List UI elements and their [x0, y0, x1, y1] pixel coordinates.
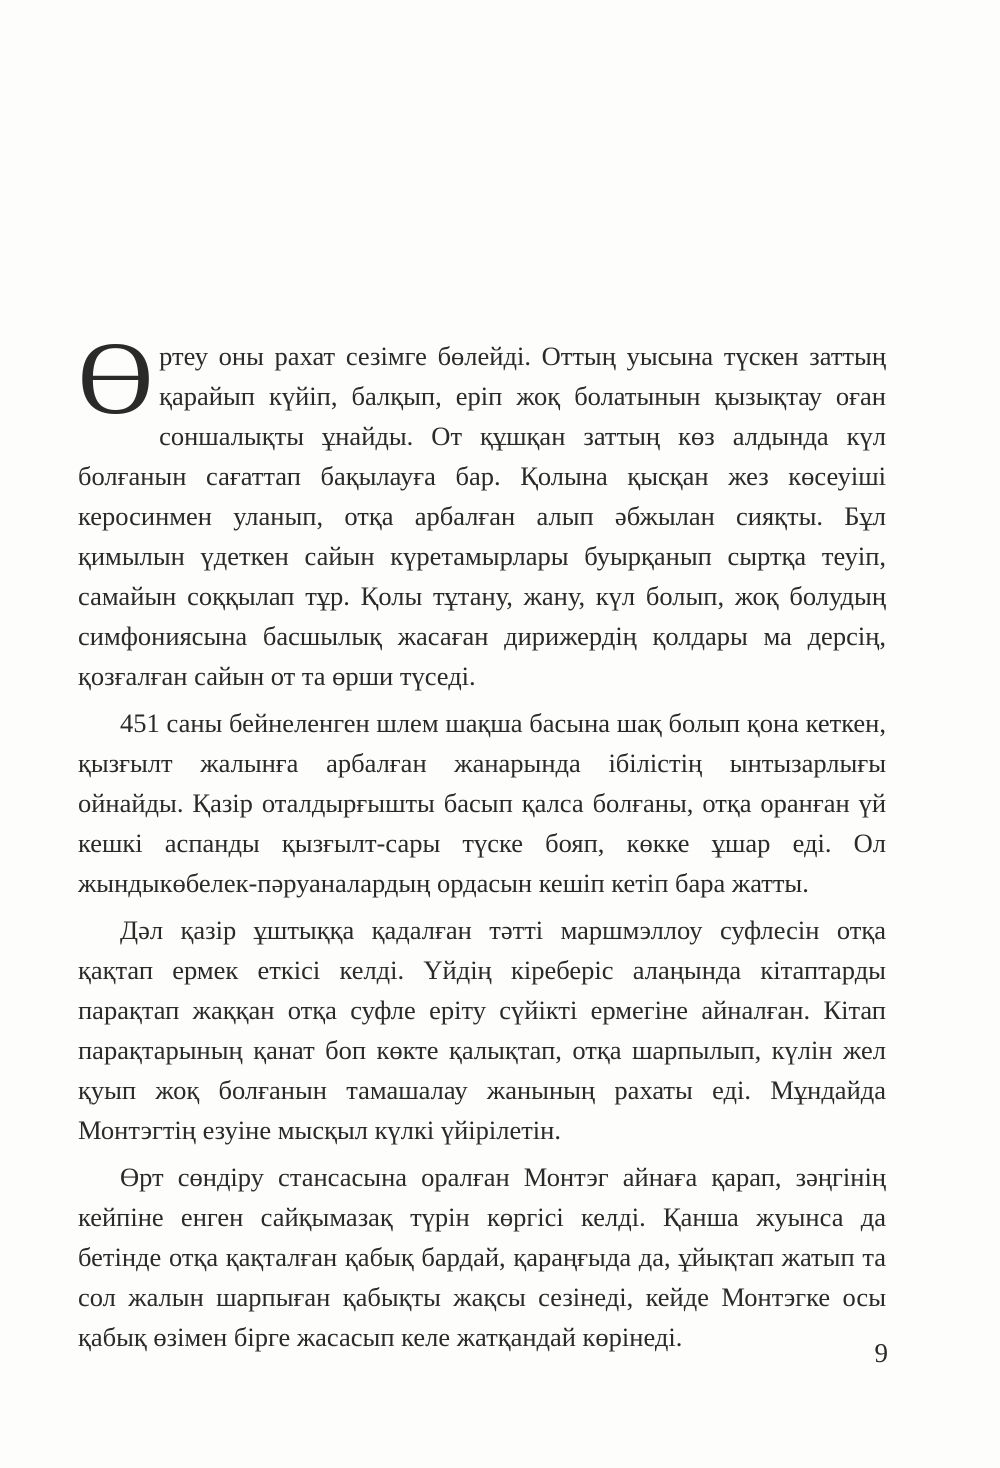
paragraph-1 [78, 321, 886, 696]
paragraph-3: Дәл қазір ұштыққа қадалған тәтті маршмэллоу суфлесін отқа қақтап ермек еткісі келді. Үйдің кіреберіс алаңында кітаптарды парақтап жаққан отқа суфле еріту сүйікті ермегіне айналған. Кітап парақтарының қанат боп көкте қалықтап, отқа шарпылып, күлін жел қуып жоқ болғанын тамашалау жанының рахаты еді. Мұндайда Монтэгтің езуіне мысқыл күлкі үйірілетін. [78, 915, 886, 1145]
paragraph-1-text: ртеу оны рахат сезімге бөлейді. Оттың уысына түскен заттың қарайып күйіп, балқып, еріп жоқ болатынын қызықтау оған соншалықты ұнайды. От құшқан заттың көз алдында күл болғанын сағаттап бақылауға бар. Қолына қысқан жез көсеуіші керосинмен уланып, отқа арбалған алып әбжылан сияқты. Бұл қимылын үдеткен сайын күретамырлары буырқанып сыртқа теуіп, самайын соққылап тұр. Қолы тұтану, жану, күл болып, жоқ болудың симфониясына басшылық жасаған дирижердің қолдары ма дерсің, қозғалған сайын от та өрши түседі. [78, 341, 886, 691]
body-text [78, 321, 886, 1364]
page-number: 9 [874, 1338, 888, 1368]
drop-cap: Ө [78, 321, 154, 436]
paragraph-2: 451 саны бейнеленген шлем шақша басына шақ болып қона кеткен, қызғылт жалынға арбалған жанарында ібілістің ынтызарлығы ойнайды. Қазір оталдырғышты басып қалса болғаны, отқа оранған үй кешкі аспанды қызғылт-сары түске бояп, көкке ұшар еді. Ол жындыкөбелек-пәруаналардың ордасын кешіп кетіп бара жатты. [78, 708, 886, 898]
paragraph-4: Өрт сөндіру стансасына оралған Монтэг айнаға қарап, зәңгінің кейпіне енген сайқымазақ түрін көргісі келді. Қанша жуынса да бетінде отқа қақталған қабық бардай, қараңғыда да, ұйықтап жатып та сол жалын шарпыған қабықты жақсы сезінеді, кейде Монтэгке осы қабық өзімен бірге жасасып келе жатқандай көрінеді. [78, 1162, 886, 1352]
